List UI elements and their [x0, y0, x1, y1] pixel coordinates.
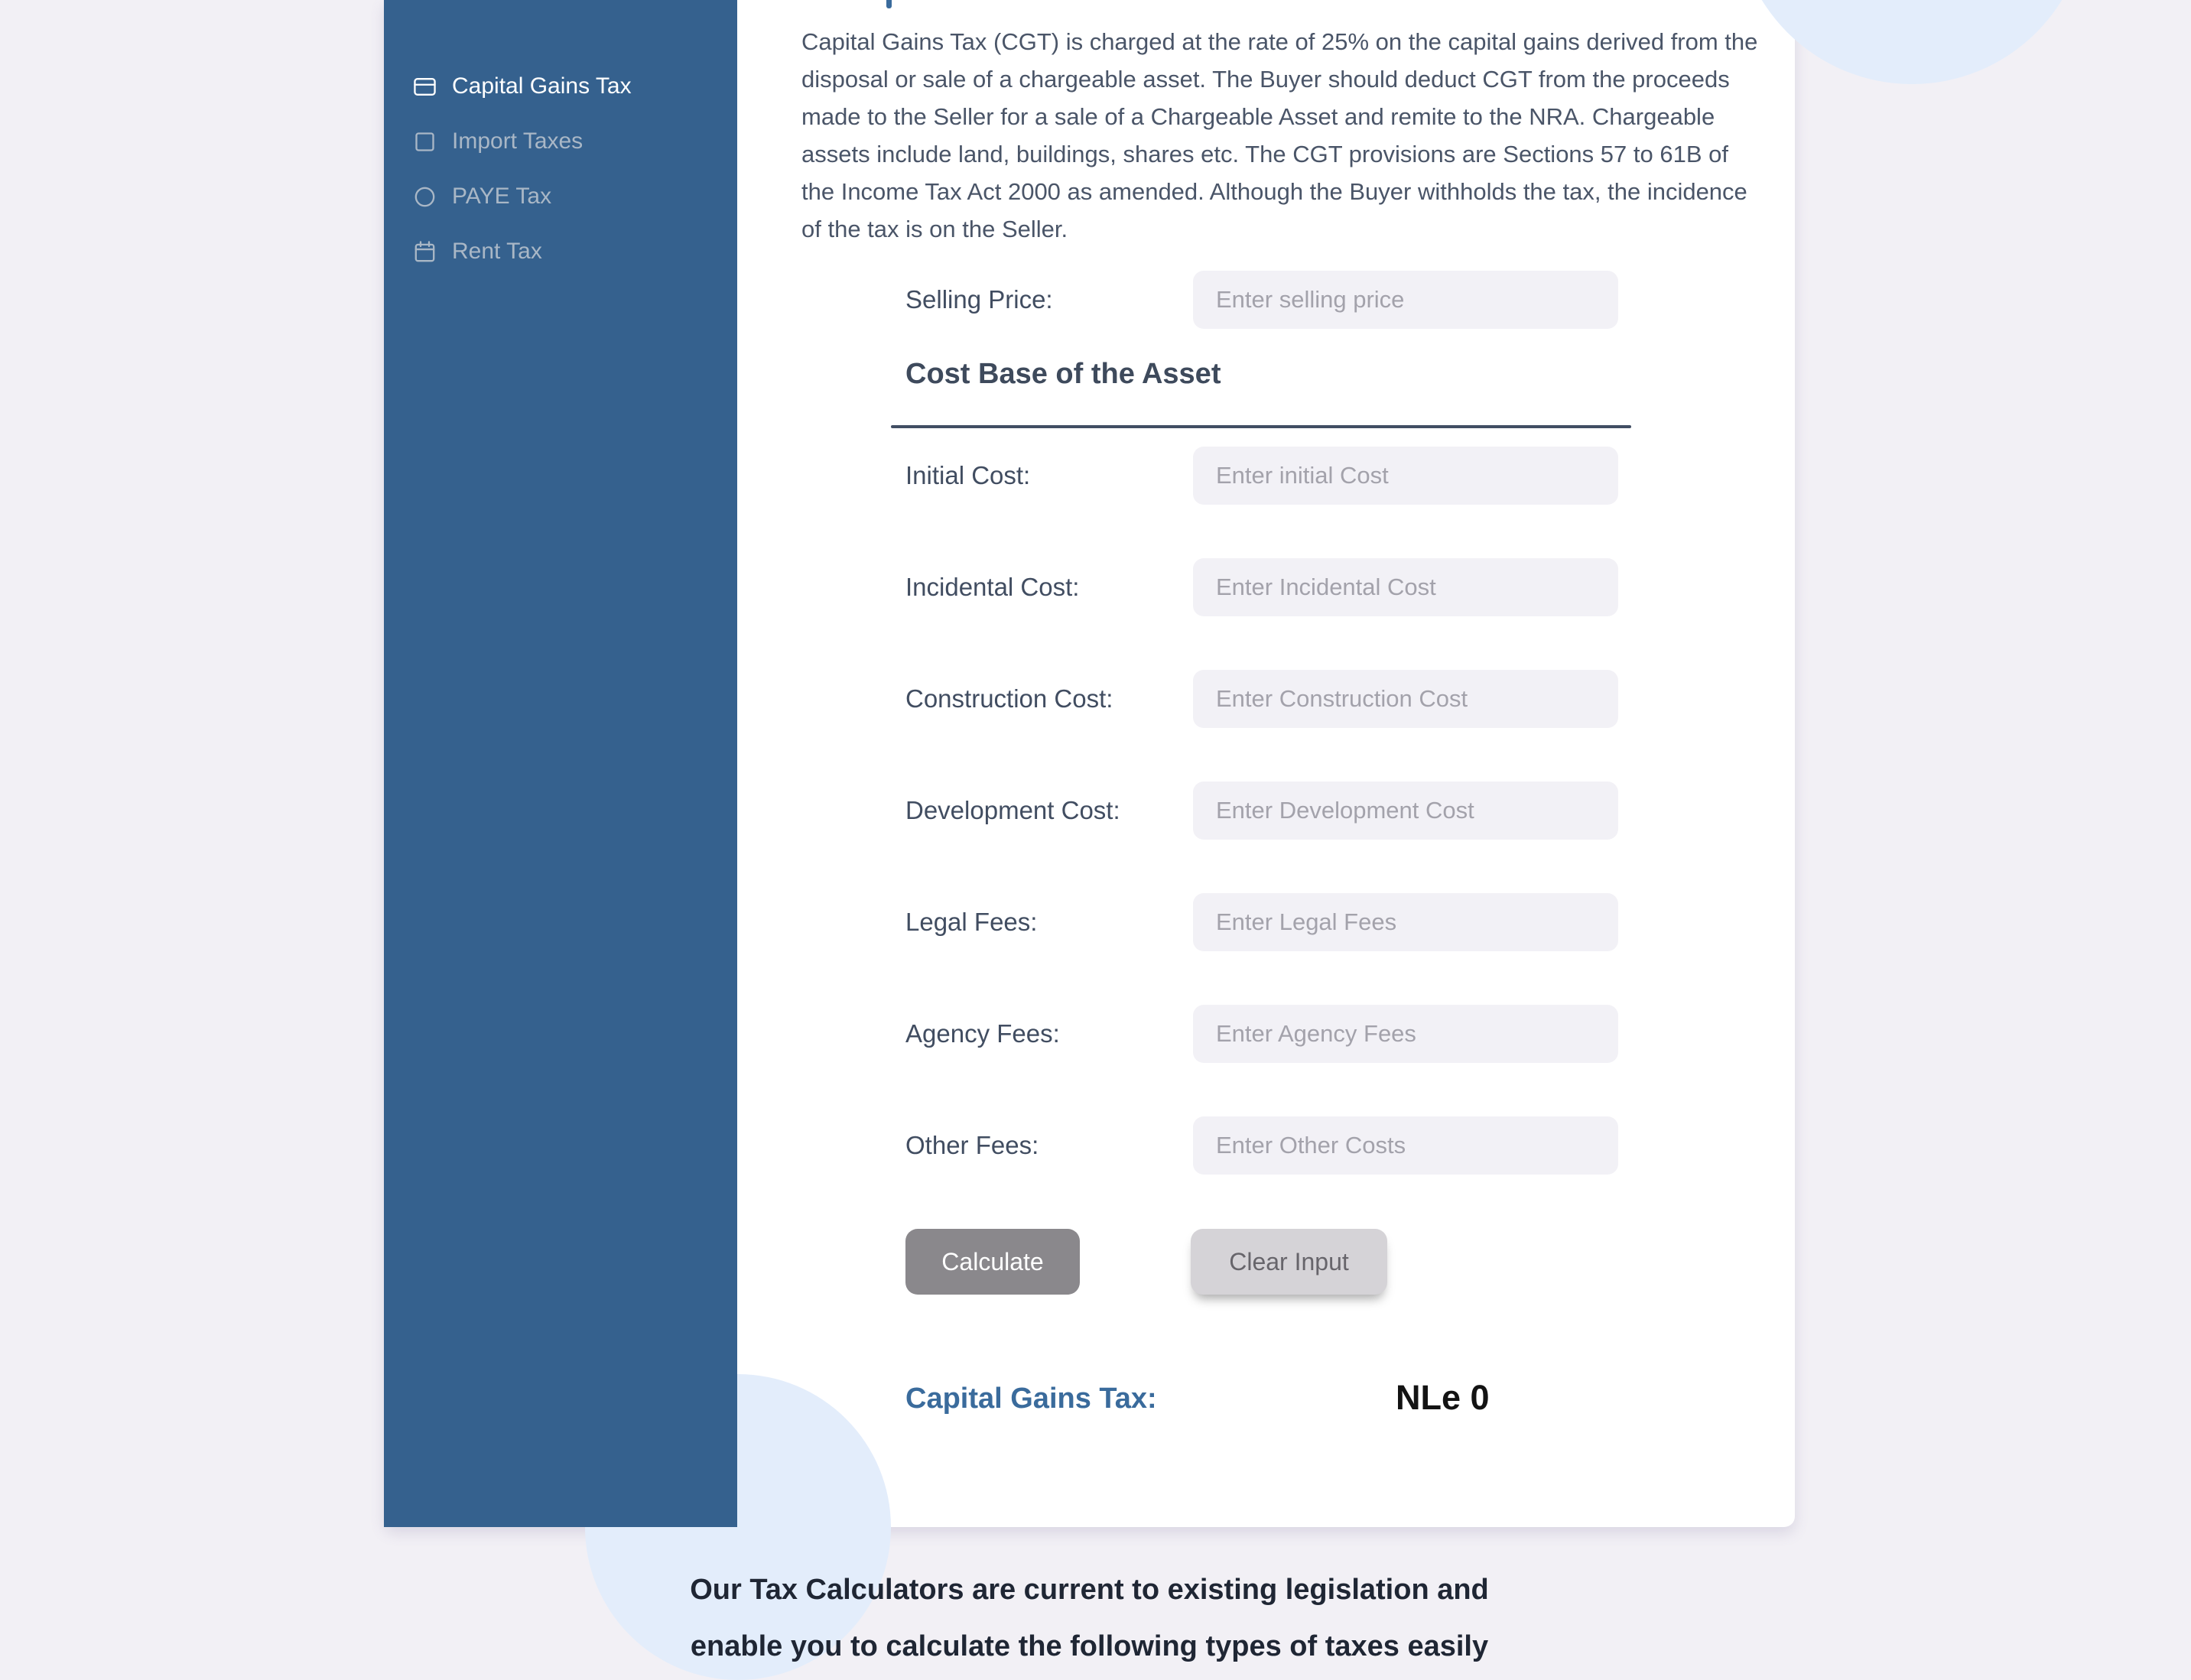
construction-cost-label: Construction Cost:: [905, 684, 1113, 713]
square-icon: [412, 129, 437, 154]
sidebar-item-label: Capital Gains Tax: [452, 73, 632, 99]
sidebar-nav: [384, 59, 737, 279]
clipped-page-title-fragment: [886, 0, 892, 8]
agency-fees-input[interactable]: [1193, 1005, 1618, 1063]
cost-base-heading: Cost Base of the Asset: [905, 358, 1221, 390]
calculate-button[interactable]: Calculate: [905, 1229, 1080, 1295]
construction-cost-input[interactable]: [1193, 670, 1618, 728]
footer-line-1: Our Tax Calculators are current to existing legislation and: [690, 1574, 1489, 1606]
sidebar-item-label: Import Taxes: [452, 128, 584, 154]
incidental-cost-label: Incidental Cost:: [905, 573, 1080, 601]
result-label: Capital Gains Tax:: [905, 1383, 1157, 1415]
sidebar-item-label: PAYE Tax: [452, 184, 552, 209]
section-divider: [891, 425, 1631, 428]
clear-input-button[interactable]: Clear Input: [1191, 1229, 1387, 1295]
calculator-content: [737, 0, 1795, 1527]
footer-tagline: [384, 1566, 1795, 1670]
cgt-description: Capital Gains Tax (CGT) is charged at the rate of 25% on the capital gains derived from the disposal or sale of a chargeable asset. The Buyer should deduct CGT from the proceeds made to the Seller for a sale of a Chargeable Asset and remite to the NRA. Chargeable assets include land, buildings, shares etc. The CGT provisions are Sections 57 to 61B of the Income Tax Act 2000 as amended. Although the Buyer withholds the tax, the incidence of the tax is on the Seller.: [801, 28, 1758, 242]
calculator-card: [384, 0, 1795, 1527]
legal-fees-label: Legal Fees:: [905, 908, 1038, 936]
sidebar: [384, 0, 737, 1527]
incidental-cost-input[interactable]: [1193, 558, 1618, 616]
sidebar-item-capital-gains-tax[interactable]: [384, 59, 737, 114]
calendar-icon: [412, 239, 437, 265]
sidebar-item-rent-tax[interactable]: [384, 224, 737, 279]
sidebar-item-label: Rent Tax: [452, 239, 542, 264]
sidebar-item-paye-tax[interactable]: [384, 169, 737, 224]
legal-fees-input[interactable]: [1193, 893, 1618, 951]
initial-cost-input[interactable]: [1193, 447, 1618, 505]
development-cost-input[interactable]: [1193, 782, 1618, 840]
other-fees-input[interactable]: [1193, 1116, 1618, 1175]
credit-card-icon: [412, 74, 437, 99]
other-fees-label: Other Fees:: [905, 1131, 1039, 1159]
footer-line-2: enable you to calculate the following types of taxes easily: [690, 1630, 1489, 1662]
selling-price-input[interactable]: [1193, 271, 1618, 329]
initial-cost-label: Initial Cost:: [905, 461, 1031, 489]
circle-icon: [412, 184, 437, 210]
selling-price-label: Selling Price:: [905, 285, 1053, 314]
development-cost-label: Development Cost:: [905, 796, 1120, 824]
result-value: NLe 0: [1396, 1378, 1490, 1417]
agency-fees-label: Agency Fees:: [905, 1019, 1060, 1048]
sidebar-item-import-taxes[interactable]: [384, 114, 737, 169]
